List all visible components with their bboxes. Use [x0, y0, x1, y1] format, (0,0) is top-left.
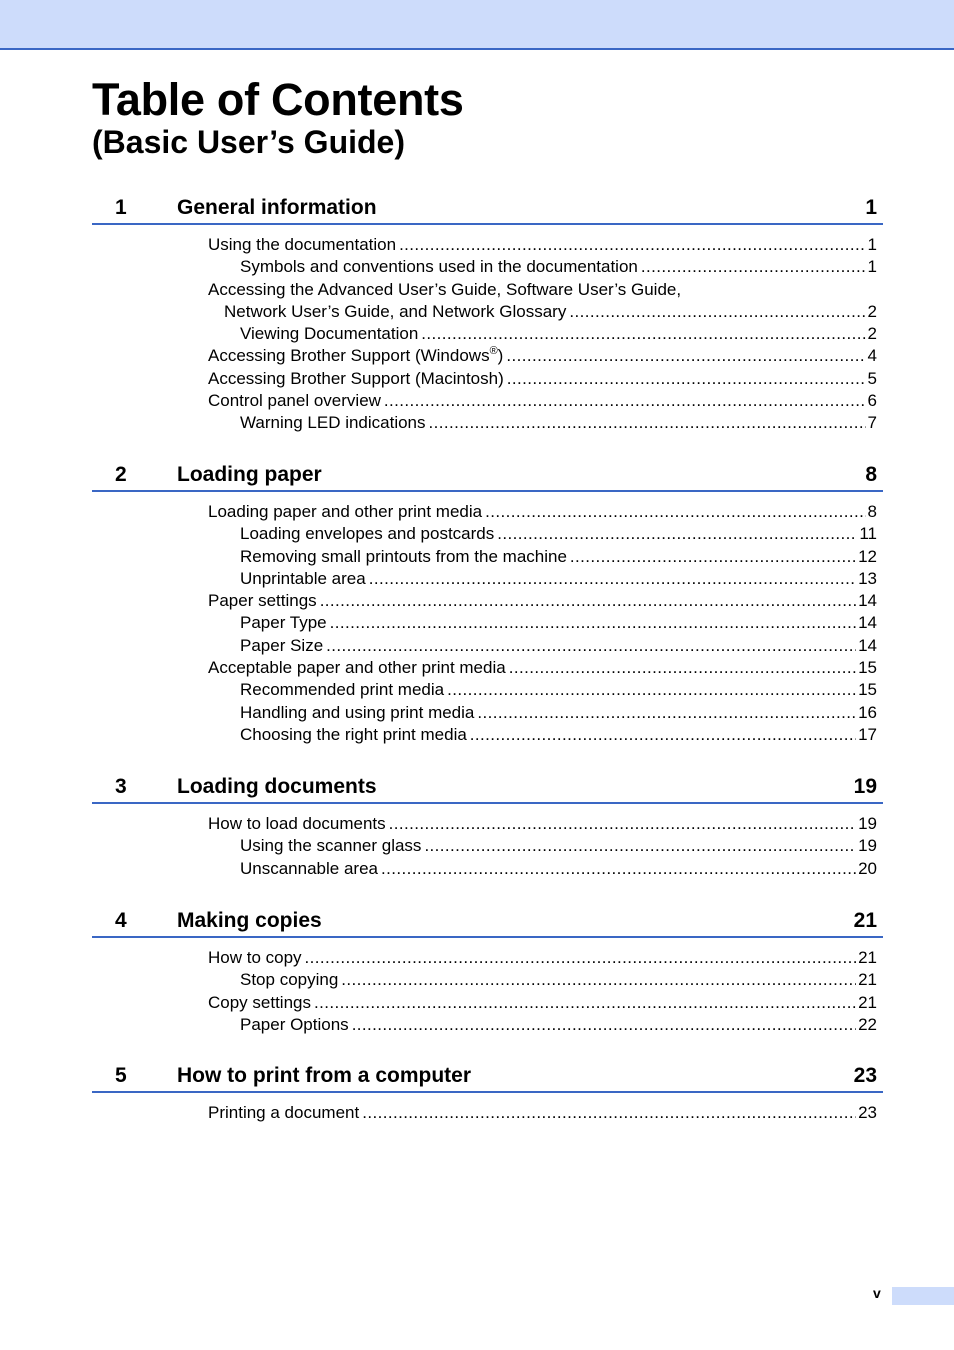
toc-entries — [92, 1102, 883, 1124]
toc-entry-title — [240, 835, 424, 857]
toc-entry-title — [240, 635, 326, 657]
dot-leader — [330, 612, 856, 634]
toc-entry-text: Warning LED indications — [240, 413, 426, 433]
chapter-title: Making copies — [177, 909, 322, 932]
chapter-page: 1 — [865, 196, 877, 219]
dot-leader — [447, 679, 856, 701]
toc-entry-title — [208, 390, 384, 412]
toc-entry-title — [240, 523, 497, 545]
toc-entries — [92, 813, 883, 880]
toc-entries — [92, 501, 883, 746]
toc-entry-title — [240, 256, 641, 278]
toc-entry-text: Accessing Brother Support (Macintosh) — [208, 368, 504, 388]
toc-entry[interactable] — [92, 568, 877, 590]
dot-leader — [362, 1102, 856, 1124]
chapter-page: 23 — [853, 1064, 877, 1087]
chapter-section — [92, 194, 883, 435]
toc-entry[interactable] — [92, 702, 877, 724]
footer-tab — [892, 1287, 954, 1305]
toc-entry-title — [240, 612, 330, 634]
toc-entry-title — [240, 323, 421, 345]
toc-entry-text: Unprintable area — [240, 568, 366, 588]
toc-entry-title — [208, 279, 684, 301]
dot-leader — [421, 323, 865, 345]
registered-mark: ® — [489, 345, 498, 358]
toc-entry-title — [208, 947, 305, 969]
toc-entry-title — [240, 724, 470, 746]
toc-entry-page: 8 — [867, 502, 877, 521]
toc-entry[interactable] — [92, 590, 877, 612]
toc-entry-text: Paper Type — [240, 613, 327, 633]
toc-entry[interactable] — [92, 969, 877, 991]
toc-entry[interactable] — [92, 657, 877, 679]
dot-leader — [424, 835, 856, 857]
dot-leader — [509, 657, 856, 679]
chapter-title: How to print from a computer — [177, 1064, 471, 1087]
toc-entry-page: 4 — [867, 346, 877, 366]
toc-entry-text: Viewing Documentation — [240, 324, 419, 344]
toc-entry[interactable] — [92, 256, 877, 278]
chapter-section — [92, 907, 883, 1036]
toc-entry[interactable] — [92, 679, 877, 701]
toc-entry-page: 13 — [858, 568, 877, 588]
toc-entry-text: Choosing the right print media — [240, 724, 467, 744]
toc-entry-page: 6 — [867, 391, 877, 411]
toc-entry-title — [208, 345, 506, 367]
toc-entry-text: Stop copying — [240, 970, 339, 990]
toc-entry-text: Loading envelopes and postcards — [240, 524, 495, 544]
toc-entry-page: 2 — [867, 301, 877, 321]
toc-entry-text: Printing a document — [208, 1103, 360, 1122]
toc-entry[interactable] — [92, 724, 877, 746]
dot-leader — [569, 301, 865, 323]
toc-entry-title — [208, 234, 399, 256]
page-number: v — [873, 1285, 881, 1301]
dot-leader — [429, 412, 866, 434]
chapter-page: 21 — [853, 909, 877, 932]
toc-entry-text: Paper settings — [208, 591, 317, 611]
toc-entry-page: 14 — [858, 613, 877, 633]
toc-entry-page: 1 — [867, 235, 877, 254]
toc-entry-page: 21 — [858, 970, 877, 990]
toc-entry-page: 19 — [858, 836, 877, 856]
chapter-number: 5 — [115, 1064, 127, 1087]
toc-entry[interactable] — [92, 279, 877, 301]
chapter-page: 8 — [865, 463, 877, 486]
toc-entry-text: Control panel overview — [208, 391, 381, 411]
dot-leader — [477, 702, 856, 724]
toc-entry-title — [240, 702, 477, 724]
dot-leader — [352, 1014, 856, 1036]
dot-leader — [399, 234, 865, 256]
toc-entry-page: 2 — [867, 324, 877, 344]
toc-entry[interactable] — [92, 523, 877, 545]
toc-entry-text: Loading paper and other print media — [208, 502, 483, 521]
dot-leader — [389, 813, 856, 835]
toc-entry[interactable] — [92, 947, 877, 969]
toc-entry-title — [208, 368, 507, 390]
toc-entry[interactable] — [92, 501, 877, 523]
toc-entry[interactable] — [92, 813, 877, 835]
toc-entry[interactable] — [92, 546, 877, 568]
toc-entry[interactable] — [92, 1102, 877, 1124]
toc-entry-page: 12 — [858, 546, 877, 566]
toc-entry-text: How to copy — [208, 948, 302, 967]
toc-entry-page: 11 — [859, 524, 877, 544]
toc-entry-page: 15 — [858, 658, 877, 678]
toc-entry-page: 19 — [858, 814, 877, 833]
page-title: Table of Contents — [92, 74, 464, 125]
toc-entry[interactable] — [92, 390, 877, 412]
toc-entries — [92, 947, 883, 1036]
toc-entry[interactable] — [92, 301, 877, 323]
chapter-heading[interactable] — [92, 907, 883, 938]
toc-entry-page: 20 — [858, 858, 877, 878]
toc-entry-title — [240, 858, 381, 880]
toc-entry[interactable] — [92, 612, 877, 634]
toc-entry-page: 22 — [858, 1014, 877, 1034]
toc-entry-text: Handling and using print media — [240, 702, 475, 722]
chapter-title: Loading paper — [177, 463, 322, 486]
toc-entry-text: Paper Size — [240, 635, 324, 655]
toc-entry-page: 17 — [858, 724, 877, 744]
dot-leader — [641, 256, 866, 278]
toc-entry-text: Symbols and conventions used in the documentation — [240, 257, 638, 277]
toc-entry-page: 1 — [867, 257, 877, 277]
toc-entry-text: Accessing the Advanced User’s Guide, Software User’s Guide, — [208, 279, 682, 299]
toc-entries — [92, 234, 883, 435]
toc-entry-page: 7 — [867, 413, 877, 433]
toc-entry-title — [208, 1102, 362, 1124]
toc-entry-text: Removing small printouts from the machine — [240, 546, 567, 566]
dot-leader — [507, 368, 866, 390]
toc-entry-page: 21 — [858, 948, 877, 967]
chapter-number: 2 — [115, 463, 127, 486]
toc-entry-page: 16 — [858, 702, 877, 722]
dot-leader — [320, 590, 856, 612]
toc-entry-page: 14 — [858, 635, 877, 655]
toc-entry-title — [208, 813, 389, 835]
toc-entry-title — [224, 301, 569, 323]
toc-entry[interactable] — [92, 412, 877, 434]
toc-entry-text: Using the documentation — [208, 235, 397, 254]
toc-entry-title — [208, 590, 320, 612]
toc-entry[interactable] — [92, 1014, 877, 1036]
toc-entry-title — [240, 679, 447, 701]
toc-entry-text: Recommended print media — [240, 680, 445, 700]
toc-entry-page: 21 — [858, 992, 877, 1012]
toc-entry-text: Paper Options — [240, 1014, 349, 1034]
toc-entry[interactable] — [92, 992, 877, 1014]
toc-entry-title — [208, 501, 485, 523]
toc-entry-text: Acceptable paper and other print media — [208, 658, 506, 678]
toc-entry-text: Using the scanner glass — [240, 836, 422, 856]
toc-entry-title — [240, 969, 341, 991]
chapter-heading[interactable] — [92, 461, 883, 492]
dot-leader — [570, 546, 856, 568]
toc-entry[interactable] — [92, 835, 877, 857]
toc-entry-text: How to load documents — [208, 814, 386, 833]
dot-leader — [497, 523, 857, 545]
chapter-section — [92, 773, 883, 880]
toc-entry-title — [240, 568, 369, 590]
dot-leader — [384, 390, 866, 412]
toc-entry-title — [208, 992, 314, 1014]
dot-leader — [341, 969, 856, 991]
chapter-number: 1 — [115, 196, 127, 219]
dot-leader — [506, 345, 865, 367]
toc-entry-page: 23 — [858, 1103, 877, 1122]
chapter-section — [92, 461, 883, 746]
chapter-page: 19 — [853, 775, 877, 798]
toc-entry-text: Network User’s Guide, and Network Glossary — [224, 301, 567, 321]
toc-entry-title — [240, 1014, 352, 1036]
chapter-number: 3 — [115, 775, 127, 798]
chapter-section — [92, 1062, 883, 1124]
toc-entry[interactable] — [92, 345, 877, 367]
toc-entry-text-suffix: ) — [497, 346, 504, 366]
chapter-number: 4 — [115, 909, 127, 932]
chapter-heading[interactable] — [92, 1062, 883, 1093]
toc-entry-text: Copy settings — [208, 992, 311, 1012]
dot-leader — [470, 724, 856, 746]
toc-entry-title — [240, 546, 570, 568]
toc-entry[interactable] — [92, 368, 877, 390]
toc-entry-text: Accessing Brother Support (Windows — [208, 346, 490, 366]
dot-leader — [314, 992, 856, 1014]
dot-leader — [381, 858, 856, 880]
chapter-title: Loading documents — [177, 775, 377, 798]
toc-entry-page: 5 — [867, 368, 877, 388]
dot-leader — [369, 568, 856, 590]
toc-entry-page: 14 — [858, 591, 877, 611]
chapter-title: General information — [177, 196, 377, 219]
chapter-heading[interactable] — [92, 773, 883, 804]
dot-leader — [326, 635, 856, 657]
dot-leader — [305, 947, 857, 969]
toc-entry[interactable] — [92, 635, 877, 657]
chapter-heading[interactable] — [92, 194, 883, 225]
toc-entry[interactable] — [92, 234, 877, 256]
toc-entry-page: 15 — [858, 680, 877, 700]
dot-leader — [485, 501, 865, 523]
header-band — [0, 0, 954, 50]
toc-entry-text: Unscannable area — [240, 858, 378, 878]
toc-entry[interactable] — [92, 858, 877, 880]
toc-entry-title — [240, 412, 429, 434]
toc-entry-title — [208, 657, 509, 679]
page-subtitle: (Basic User’s Guide) — [92, 124, 405, 160]
toc-entry[interactable] — [92, 323, 877, 345]
